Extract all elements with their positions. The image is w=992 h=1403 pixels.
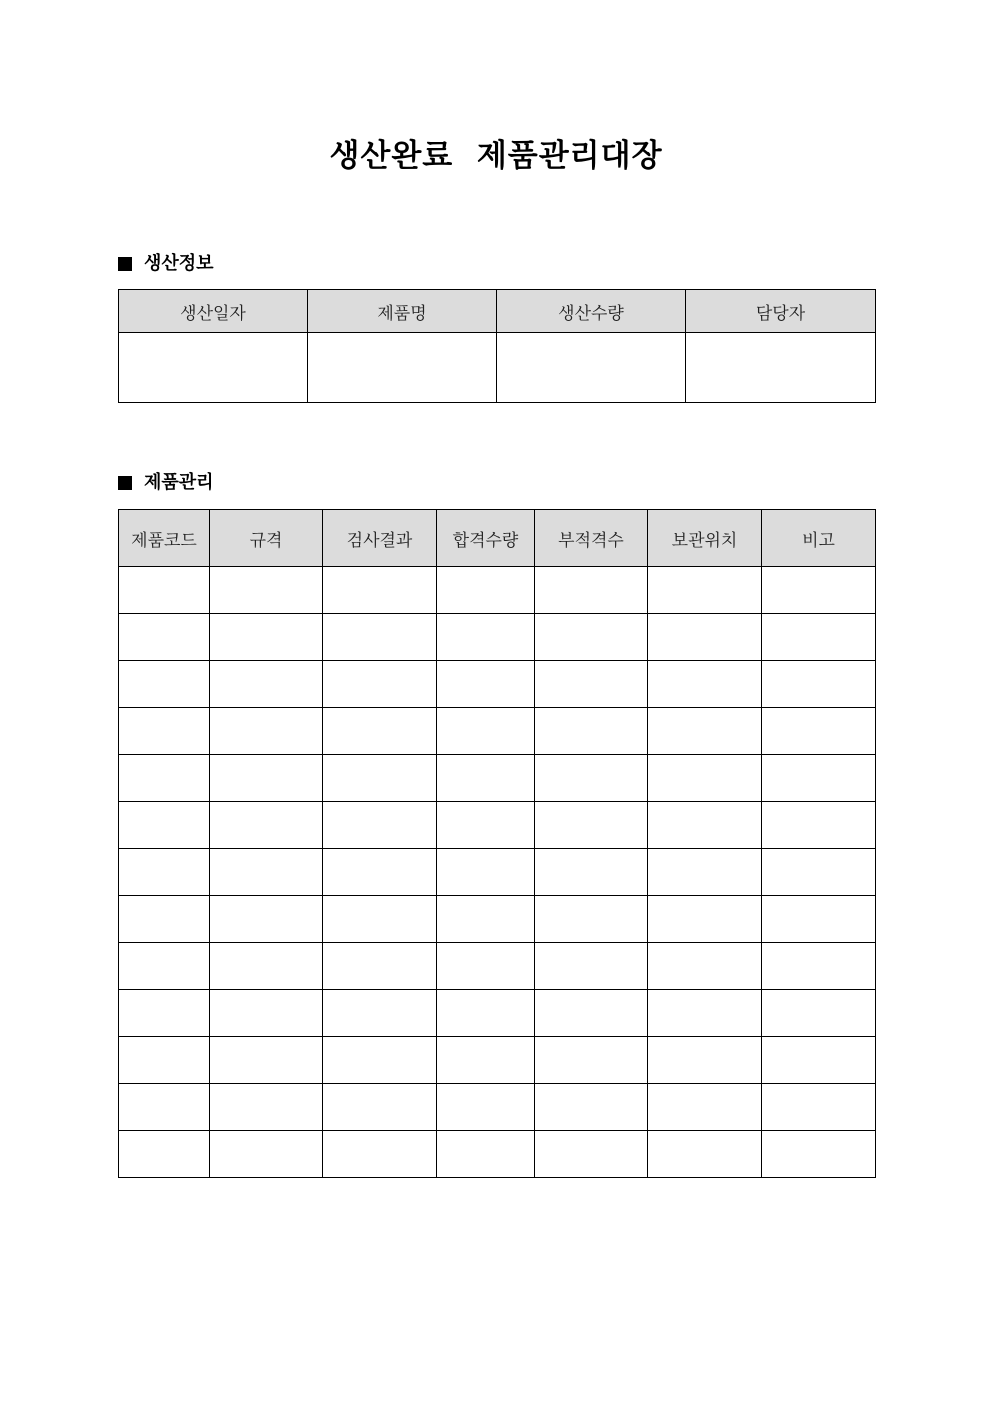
column-header-inspection-result: 검사결과 (323, 510, 437, 567)
black-square-icon (118, 257, 132, 271)
passed-quantity-cell[interactable] (437, 1084, 535, 1131)
product-management-body (119, 567, 876, 1178)
inspection-result-cell[interactable] (323, 567, 437, 614)
storage-location-cell[interactable] (648, 849, 762, 896)
production-info-table (118, 289, 876, 403)
table-row (119, 1131, 876, 1178)
inspection-result-cell[interactable] (323, 849, 437, 896)
inspection-result-cell[interactable] (323, 802, 437, 849)
storage-location-cell[interactable] (648, 1084, 762, 1131)
column-header-storage-location: 보관위치 (648, 510, 762, 567)
specification-cell[interactable] (210, 849, 323, 896)
storage-location-cell[interactable] (648, 802, 762, 849)
product-code-cell[interactable] (119, 943, 210, 990)
inspection-result-cell[interactable] (323, 708, 437, 755)
product-code-cell[interactable] (119, 567, 210, 614)
storage-location-cell[interactable] (648, 567, 762, 614)
specification-cell[interactable] (210, 567, 323, 614)
remarks-cell[interactable] (762, 1084, 876, 1131)
inspection-result-cell[interactable] (323, 896, 437, 943)
header-row (119, 510, 876, 567)
passed-quantity-cell[interactable] (437, 849, 535, 896)
product-code-cell[interactable] (119, 990, 210, 1037)
specification-cell[interactable] (210, 802, 323, 849)
section-heading-production-info (118, 251, 214, 277)
rejected-count-cell[interactable] (535, 614, 648, 661)
column-header-production-date: 생산일자 (119, 290, 308, 333)
product-code-cell[interactable] (119, 1084, 210, 1131)
specification-cell[interactable] (210, 1131, 323, 1178)
product-management-table (118, 509, 876, 1178)
table-row (119, 896, 876, 943)
production-quantity-cell[interactable] (497, 333, 686, 403)
column-header-product-name: 제품명 (308, 290, 497, 333)
inspection-result-cell[interactable] (323, 614, 437, 661)
column-header-passed-quantity: 합격수량 (437, 510, 535, 567)
specification-cell[interactable] (210, 943, 323, 990)
product-code-cell[interactable] (119, 661, 210, 708)
column-header-product-code: 제품코드 (119, 510, 210, 567)
product-code-cell[interactable] (119, 896, 210, 943)
remarks-cell[interactable] (762, 943, 876, 990)
storage-location-cell[interactable] (648, 614, 762, 661)
rejected-count-cell[interactable] (535, 661, 648, 708)
inspection-result-cell[interactable] (323, 990, 437, 1037)
rejected-count-cell[interactable] (535, 1131, 648, 1178)
black-square-icon (118, 476, 132, 490)
rejected-count-cell[interactable] (535, 849, 648, 896)
remarks-cell[interactable] (762, 896, 876, 943)
product-code-cell[interactable] (119, 755, 210, 802)
storage-location-cell[interactable] (648, 661, 762, 708)
specification-cell[interactable] (210, 1084, 323, 1131)
production-date-cell[interactable] (119, 333, 308, 403)
remarks-cell[interactable] (762, 1037, 876, 1084)
specification-cell[interactable] (210, 708, 323, 755)
inspection-result-cell[interactable] (323, 943, 437, 990)
header-row (119, 290, 876, 333)
specification-cell[interactable] (210, 990, 323, 1037)
rejected-count-cell[interactable] (535, 896, 648, 943)
passed-quantity-cell[interactable] (437, 802, 535, 849)
rejected-count-cell[interactable] (535, 567, 648, 614)
section-heading-label: 생산정보 (144, 253, 214, 274)
storage-location-cell[interactable] (648, 896, 762, 943)
table-row (119, 849, 876, 896)
storage-location-cell[interactable] (648, 1131, 762, 1178)
remarks-cell[interactable] (762, 849, 876, 896)
inspection-result-cell[interactable] (323, 755, 437, 802)
remarks-cell[interactable] (762, 1131, 876, 1178)
product-code-cell[interactable] (119, 1131, 210, 1178)
column-header-person-in-charge: 담당자 (686, 290, 876, 333)
product-code-cell[interactable] (119, 849, 210, 896)
specification-cell[interactable] (210, 661, 323, 708)
rejected-count-cell[interactable] (535, 755, 648, 802)
passed-quantity-cell[interactable] (437, 708, 535, 755)
remarks-cell[interactable] (762, 990, 876, 1037)
specification-cell[interactable] (210, 896, 323, 943)
rejected-count-cell[interactable] (535, 1037, 648, 1084)
table-row (119, 755, 876, 802)
remarks-cell[interactable] (762, 614, 876, 661)
product-code-cell[interactable] (119, 802, 210, 849)
passed-quantity-cell[interactable] (437, 990, 535, 1037)
document-title: 생산완료 제품관리대장 (329, 138, 663, 174)
storage-location-cell[interactable] (648, 1037, 762, 1084)
passed-quantity-cell[interactable] (437, 755, 535, 802)
rejected-count-cell[interactable] (535, 943, 648, 990)
rejected-count-cell[interactable] (535, 1084, 648, 1131)
rejected-count-cell[interactable] (535, 802, 648, 849)
inspection-result-cell[interactable] (323, 1037, 437, 1084)
column-header-rejected-count: 부적격수 (535, 510, 648, 567)
storage-location-cell[interactable] (648, 990, 762, 1037)
table-row (119, 990, 876, 1037)
remarks-cell[interactable] (762, 755, 876, 802)
table-row (119, 567, 876, 614)
remarks-cell[interactable] (762, 708, 876, 755)
specification-cell[interactable] (210, 1037, 323, 1084)
remarks-cell[interactable] (762, 802, 876, 849)
column-header-remarks: 비고 (762, 510, 876, 567)
table-row (119, 708, 876, 755)
remarks-cell[interactable] (762, 567, 876, 614)
passed-quantity-cell[interactable] (437, 1131, 535, 1178)
storage-location-cell[interactable] (648, 943, 762, 990)
rejected-count-cell[interactable] (535, 708, 648, 755)
storage-location-cell[interactable] (648, 708, 762, 755)
remarks-cell[interactable] (762, 661, 876, 708)
table-row (119, 1037, 876, 1084)
inspection-result-cell[interactable] (323, 1131, 437, 1178)
passed-quantity-cell[interactable] (437, 661, 535, 708)
rejected-count-cell[interactable] (535, 990, 648, 1037)
product-code-cell[interactable] (119, 614, 210, 661)
specification-cell[interactable] (210, 614, 323, 661)
section-heading-product-management (118, 470, 214, 496)
inspection-result-cell[interactable] (323, 1084, 437, 1131)
specification-cell[interactable] (210, 755, 323, 802)
table-row (119, 802, 876, 849)
person-in-charge-cell[interactable] (686, 333, 876, 403)
table-row (119, 614, 876, 661)
passed-quantity-cell[interactable] (437, 614, 535, 661)
column-header-production-quantity: 생산수량 (497, 290, 686, 333)
storage-location-cell[interactable] (648, 755, 762, 802)
passed-quantity-cell[interactable] (437, 943, 535, 990)
passed-quantity-cell[interactable] (437, 1037, 535, 1084)
product-code-cell[interactable] (119, 1037, 210, 1084)
passed-quantity-cell[interactable] (437, 567, 535, 614)
table-row (119, 1084, 876, 1131)
section-heading-label: 제품관리 (144, 472, 214, 493)
product-name-cell[interactable] (308, 333, 497, 403)
product-code-cell[interactable] (119, 708, 210, 755)
inspection-result-cell[interactable] (323, 661, 437, 708)
table-row (119, 943, 876, 990)
column-header-specification: 규격 (210, 510, 323, 567)
table-row (119, 661, 876, 708)
passed-quantity-cell[interactable] (437, 896, 535, 943)
table-row (119, 333, 876, 403)
